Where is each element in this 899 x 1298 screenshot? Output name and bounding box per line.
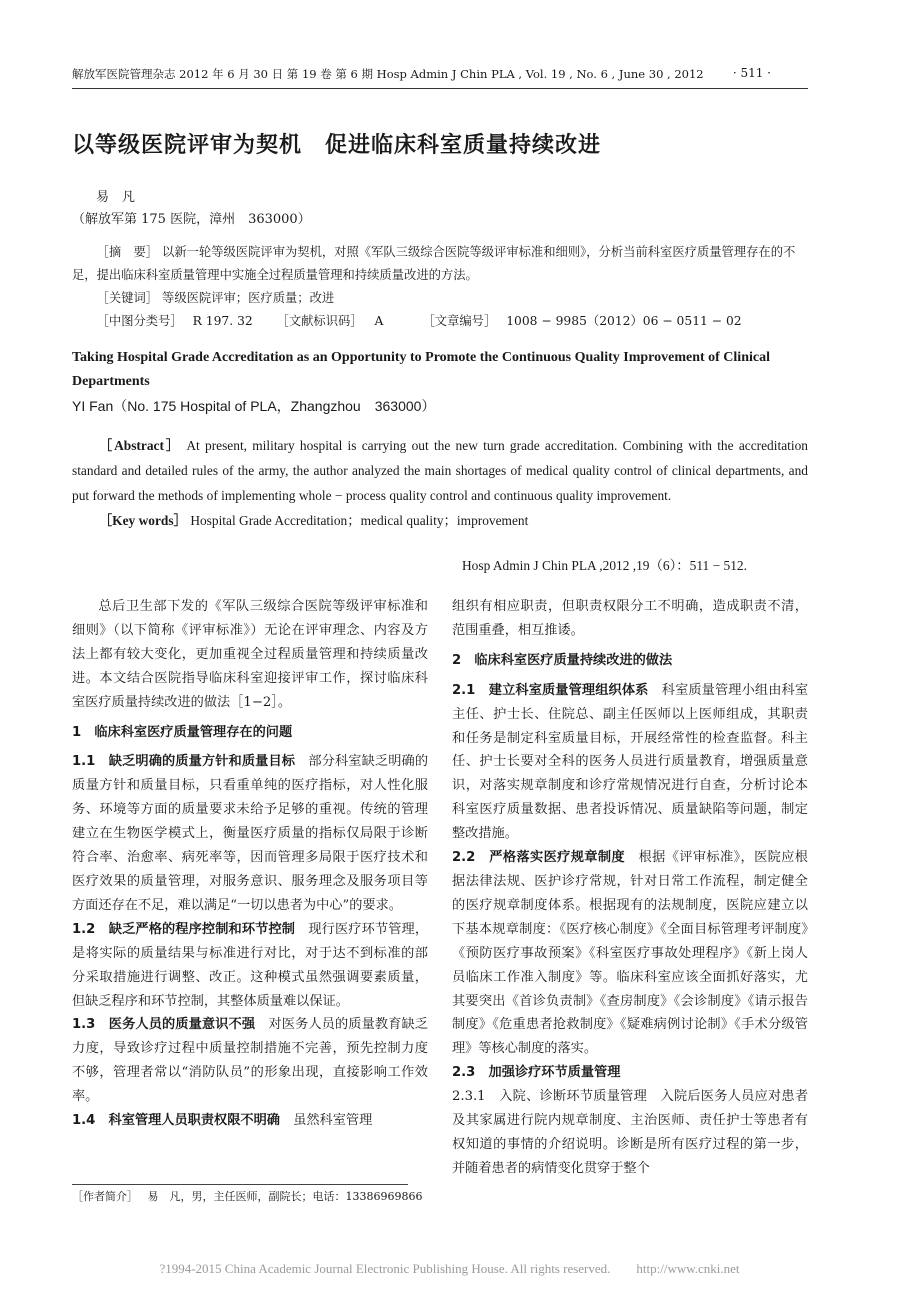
subsection-1-3-heading: 1.3 医务人员的质量意识不强 [72,1017,256,1033]
keywords-label: ［关键词］ [96,291,159,305]
english-author: YI Fan（No. 175 Hospital of PLA，Zhangzhou 363000） [72,398,436,414]
doc-code-value: A [374,314,384,328]
article-number-label: ［文章编号］ [422,314,497,328]
abstract-label: ［摘 要］ [96,245,159,259]
subsection-1-4-heading: 1.4 科室管理人员职责权限不明确 [72,1113,280,1129]
english-abstract-text: At present, military hospital is carrying out the new turn grade accreditation. Combining with the accreditation standard and detailed rules of the army, the author analyzed the main shortages of medical quality control of clinical departments, and put forward the methods of implementing whole − process quality control and continuous quality improvement. [72,438,808,503]
copyright-watermark: ?1994-2015 China Academic Journal Electronic Publishing House. All rights reserved. http://www.cnki.net [159,1261,740,1276]
subsection-2-3-1-heading: 2.3.1 入院、诊断环节质量管理 [452,1089,648,1105]
subsection-1-1-text: 部分科室缺乏明确的质量方针和质量目标，只看重单纯的医疗指标，对人性化服务、环境等方面的质量要求未给予足够的重视。传统的管理建立在生物医学模式上，衡量医疗质量的指标仅局限于诊断符合率、治愈率、病死率等，因而管理多局限于医疗技术和医疗效果的质量管理，对服务意识、服务理念及服务项目等方面还存在不足，难以满足“一切以患者为中心”的要求。 [72,754,429,913]
page-number: · 511 · [732,66,771,80]
author-name: 易 凡 [96,190,136,205]
subsection-1-4-text: 虽然科室管理 [293,1113,373,1129]
subsection-2-2-text: 根据《评审标准》，医院应根据法律法规、医护诊疗常规，针对日常工作流程，制定健全的医疗规章制度体系。根据现有的法规制度，医院应建立以下基本规章制度：《医疗核心制度》《全面目标管理考评制度》《预防医疗事故预案》《科室医疗事故处理程序》《新上岗人员临床工作准入制度》等。临床科室应该全面抓好落实，尤其要突出《首诊负责制》《查房制度》《会诊制度》《请示报告制度》《危重患者抢救制度》《疑难病例讨论制》《手术分级管理》等核心制度的落实。 [452,850,808,1057]
chinese-abstract-block [72,241,808,333]
author-footnote [72,1188,422,1204]
subsection-1-2-text: 现行医疗环节管理，是将实际的质量结果与标准进行对比，对于达不到标准的部分采取措施进行调整、改正。这种模式虽然强调要素质量，但缺乏程序和环节控制，其整体质量难以保证。 [72,921,429,1009]
abstract-text: 以新一轮等级医院评审为契机，对照《军队三级综合医院等级评审标准和细则》，分析当前科室医疗质量管理存在的不足，提出临床科室质量管理中实施全过程质量管理和持续质量改进的方法。 [72,245,796,282]
english-keywords-text: Hospital Grade Accreditation；medical quality；improvement [190,513,529,528]
subsection-1-3-text: 对医务人员的质量教育缺乏力度，导致诊疗过程中质量控制措施不完善，预先控制力度不够，管理者常以“消防队员”的形象出现，直接影响工作效率。 [72,1017,428,1105]
section-2-heading: 2 临床科室医疗质量持续改进的做法 [452,652,673,668]
running-header: 解放军医院管理杂志 2012 年 6 月 30 日 第 19 卷 第 6 期 Hosp Admin J Chin PLA , Vol. 19 , No. 6 , June 30 , 2012 [72,67,704,81]
subsection-2-2-heading: 2.2 严格落实医疗规章制度 [452,850,625,866]
subsection-2-3-1-text: 入院后医务人员应对患者及其家属进行院内规章制度、主治医师、责任护士等患者有权知道的事情的介绍说明。诊断是所有医疗过程的第一步，并随着患者的病情变化贯穿于整个 [452,1089,809,1176]
author-affiliation: （解放军第 175 医院，漳州 363000） [72,212,311,227]
english-abstract-block [72,433,808,533]
right-column [452,595,808,1181]
header-rule [72,88,808,89]
left-column [72,595,428,1133]
subsection-1-1-heading: 1.1 缺乏明确的质量方针和质量目标 [72,754,296,770]
article-title: 以等级医院评审为契机 促进临床科室质量持续改进 [72,133,602,158]
section-1-heading: 1 临床科室医疗质量管理存在的问题 [72,724,293,740]
keywords-text: 等级医院评审；医疗质量；改进 [162,291,335,305]
subsection-1-2-heading: 1.2 缺乏严格的程序控制和环节控制 [72,921,296,937]
english-abstract-label: ［Abstract］ [98,438,182,453]
subsection-2-1-text: 科室质量管理小组由科室主任、护士长、住院总、副主任医师以上医师组成，其职责和任务是制定科室质量目标，开展经常性的检查监督。科主任、护士长要对全科的医务人员进行质量教育，增强质量意识，对落实规章制度和诊疗常规情况进行自查，分析讨论本科室医疗质量数据、患者投诉情况、质量缺陷等问题，制定整改措施。 [452,682,809,842]
footnote-text: 易 凡，男，主任医师，副院长；电话：13386969866 [147,1190,423,1203]
continued-paragraph: 组织有相应职责，但职责权限分工不明确，造成职责不清，范围重叠，相互推诿。 [452,599,808,638]
footnote-label: ［作者简介］ [72,1190,138,1203]
english-title: Taking Hospital Grade Accreditation as an Opportunity to Promote the Continuous Quality Improvement of Clinical Departments [72,350,770,389]
clc-value: R 197. 32 [192,314,253,328]
subsection-2-1-heading: 2.1 建立科室质量管理组织体系 [452,682,649,698]
doc-code-label: ［文献标识码］ [276,314,363,328]
citation-line: Hosp Admin J Chin PLA ,2012 ,19（6）：511 − 512. [462,558,747,573]
subsection-2-3-heading: 2.3 加强诊疗环节质量管理 [452,1065,621,1081]
english-keywords-label: ［Key words］ [98,513,187,528]
footnote-rule [72,1184,408,1185]
clc-label: ［中图分类号］ [96,314,183,328]
article-number-value: 1008 − 9985（2012）06 − 0511 − 02 [506,314,742,328]
intro-paragraph: 总后卫生部下发的《军队三级综合医院等级评审标准和细则》（以下简称《评审标准》）无论在评审理念、内容及方法上都有较大变化，更加重视全过程质量管理和持续质量改进。本文结合医院指导临床科室迎接评审工作，探讨临床科室医疗质量持续改进的做法［1−2］。 [72,599,428,710]
